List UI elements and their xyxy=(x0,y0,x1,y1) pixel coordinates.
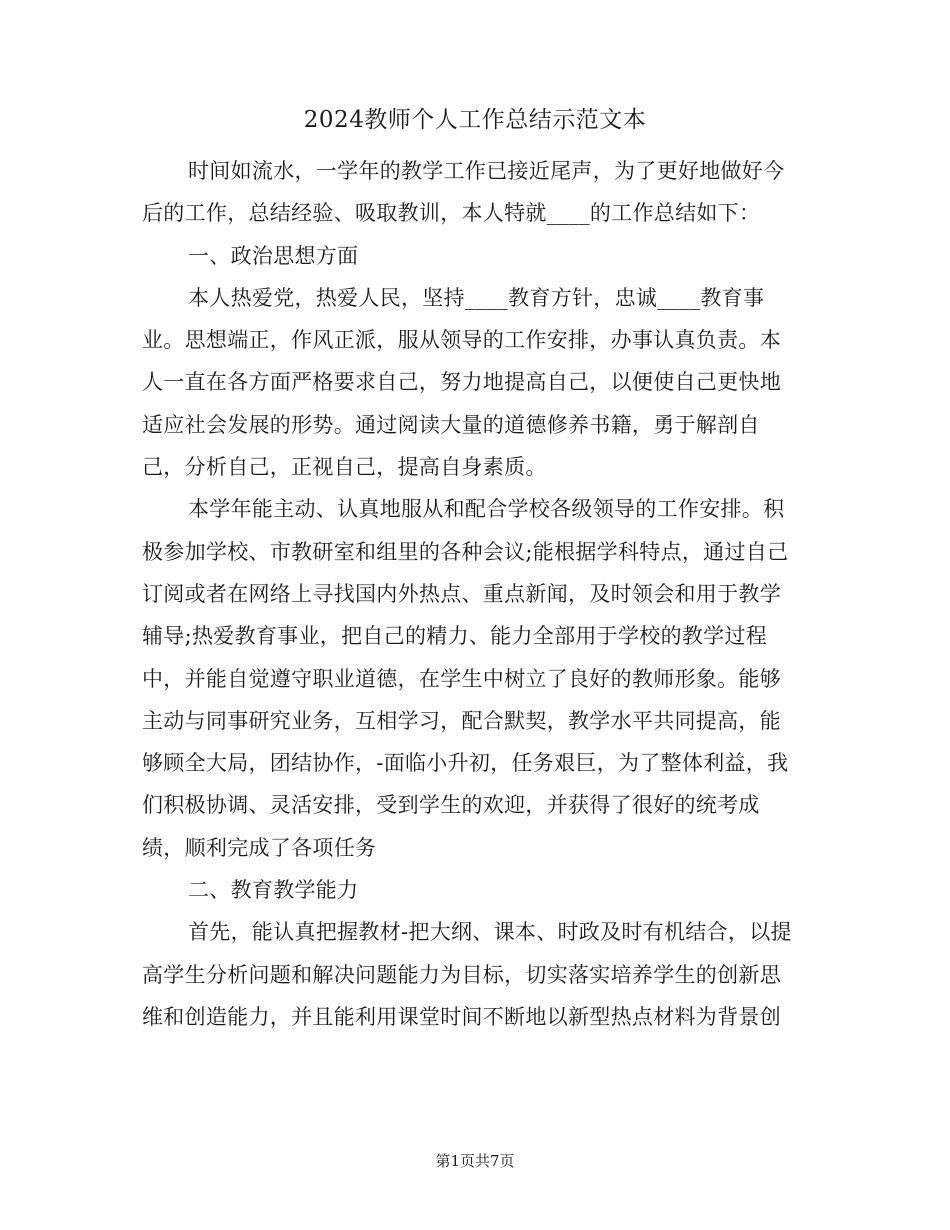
paragraph-line: 适应社会发展的形势。通过阅读大量的道德修养书籍，勇于解剖自 xyxy=(142,412,760,437)
paragraph-line: 主动与同事研究业务，互相学习，配合默契，教学水平共同提高，能 xyxy=(142,708,781,733)
document-body xyxy=(142,150,808,1038)
page-number-footer: 第1页共7页 xyxy=(435,1152,515,1170)
paragraph-line: 维和创造能力，并且能利用课堂时间不断地以新型热点材料为背景创 xyxy=(142,1004,781,1029)
paragraph-line: 们积极协调、灵活安排，受到学生的欢迎，并获得了很好的统考成 xyxy=(142,793,760,818)
paragraph-line: 己，分析自己，正视自己，提高自身素质。 xyxy=(142,455,547,480)
paragraph-line: 高学生分析问题和解决问题能力为目标，切实落实培养学生的创新思 xyxy=(142,962,781,987)
paragraph-line: 后的工作，总结经验、吸取教训，本人特就____的工作总结如下： xyxy=(142,201,761,226)
section-heading: 二、教育教学能力 xyxy=(188,878,359,903)
paragraph-line: 中，并能自觉遵守职业道德，在学生中树立了良好的教师形象。能够 xyxy=(142,666,781,691)
paragraph-line: 辅导;热爱教育事业，把自己的精力、能力全部用于学校的教学过程 xyxy=(142,624,768,649)
section-heading: 一、政治思想方面 xyxy=(188,243,359,268)
paragraph-line: 时间如流水，一学年的教学工作已接近尾声，为了更好地做好今 xyxy=(188,159,785,183)
paragraph-line: 绩，顺利完成了各项任务 xyxy=(142,835,377,860)
paragraph-line: 首先，能认真把握教材-把大纲、课本、时政及时有机结合，以提 xyxy=(188,920,792,945)
paragraph-line: 业。思想端正，作风正派，服从领导的工作安排，办事认真负责。本 xyxy=(142,328,781,353)
paragraph-line: 订阅或者在网络上寻找国内外热点、重点新闻，及时领会和用于教学 xyxy=(142,581,781,606)
paragraph-line: 极参加学校、市教研室和组里的各种会议;能根据学科特点，通过自己 xyxy=(142,539,789,564)
document-title: 2024教师个人工作总结示范文本 xyxy=(303,107,647,133)
paragraph-line: 够顾全大局，团结协作，-面临小升初，任务艰巨，为了整体利益，我 xyxy=(142,751,789,776)
paragraph-line: 本学年能主动、认真地服从和配合学校各级领导的工作安排。积 xyxy=(188,497,785,522)
paragraph-line: 本人热爱党，热爱人民，坚持____教育方针，忠诚____教育事 xyxy=(188,285,765,310)
paragraph-line: 人一直在各方面严格要求自己，努力地提高自己，以便使自己更快地 xyxy=(142,370,781,395)
